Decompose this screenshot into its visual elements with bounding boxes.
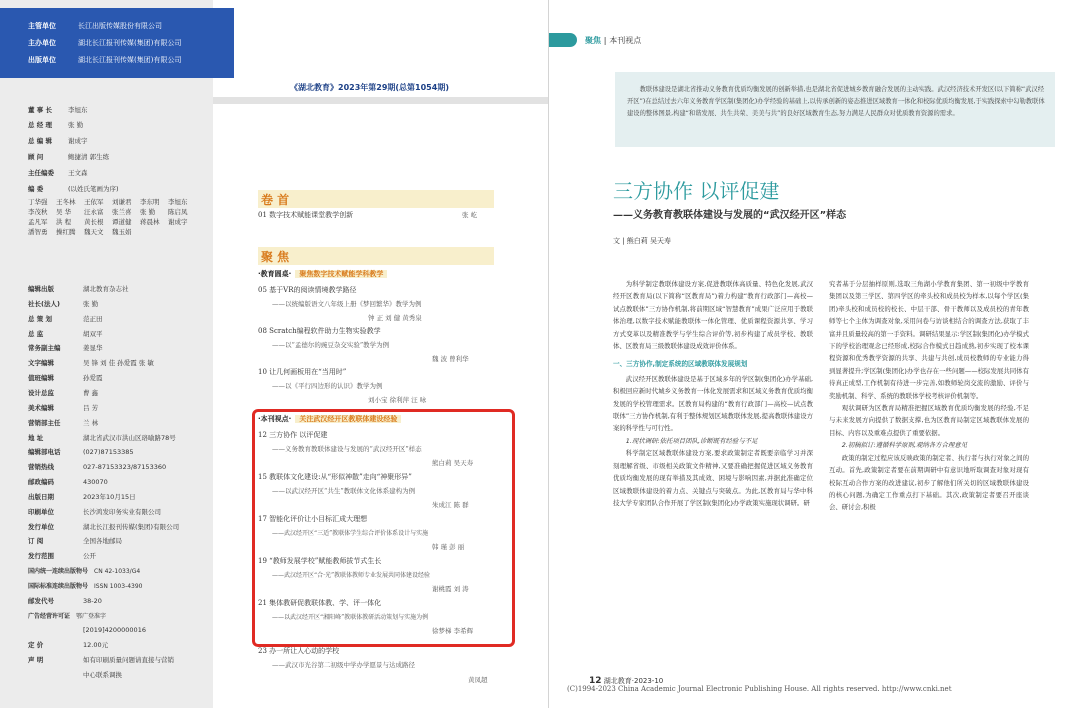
info-row: 总 策 划 范正田 — [28, 314, 103, 323]
toc-subtitle: ——以统编版语文八年级上册《梦回繁华》教学为例 — [272, 300, 422, 308]
toc-subtitle: ——以《平行四边形的认识》教学为例 — [272, 382, 383, 390]
subheading: 1.现状调研:依托项目团队,诊断既有经验与不足 — [625, 436, 758, 445]
toc-subtitle: ——以武汉经开区“湘阳峰”教联体教研活动策划与实施为例 — [272, 614, 429, 621]
paragraph: 究者基于分层抽样原则,选取三角湖小学教育集团、第一初级中学教育集团以及第三学区、第四学区的牵头校和成员校为样本,以每个学区(集团)牵头校和成员校的校长、中层干部、骨干教师以及成员校的青年教师等七个主体为调查对象,采用问卷与访谈相结合的调查方法,获取了丰富并且质量较高的第一手资料。调研结果显示:学区制(集团化)办学模式下的学校治理观念已经形成,校际合作模式日趋成熟,初步实现了校本课程资源和优秀教学资源的共享、共建与共创,成员校教师的专业能力得到显著提升;学区制(集团化)办学也存在一些问题——校际发展共同体有待真正成型,工作机制有待进一步完善,如教师轮岗交流的激励、评价与奖励机制、科学、系统的教联体学校考核评价机制等。 — [829, 280, 1029, 400]
info-row: 美术编辑 吕 芳 — [28, 403, 99, 412]
committee-member: 操红腾 — [56, 228, 76, 236]
info-row: 文字编辑 吴 锋 刘 佳 孙爱霞 张 敏 — [28, 359, 154, 368]
section-band: 卷 首 — [258, 190, 494, 208]
committee-member: 孟凡军 — [28, 218, 48, 226]
committee-member: 蒋晨林 — [140, 218, 160, 226]
section-tab — [549, 33, 577, 47]
toc-author: 张 屹 — [462, 211, 478, 219]
body-column-2 — [829, 278, 1029, 514]
committee-member: 刘谦君 — [112, 198, 132, 206]
committee-member: 陈启凤 — [168, 208, 188, 216]
toc-subtitle: ——武汉经开区“三适”教联体学生综合评价体系设计与实施 — [272, 530, 429, 537]
abstract-text: 教联体建设是湖北省推动义务教育优质均衡发展的创新举措,也是湖北省促进城乡教育融合发展的主动实践。武汉经济技术开发区(以下简称“武汉经开区”)在总结过去六年义务教育学区制(集团化)办学经验的基础上,以传承创新的姿态推进区域教育一体化和校际优质均衡发展,于实践探索中勾勒教联体建设的整体图景,构建“和谐发展、共生共荣、美美与共”的良好区域教育生态,努力满足人民群众对优质教育资源的需求。 — [627, 86, 1045, 117]
committee-list — [28, 197, 208, 237]
section-heading: 一、三方协作,制定系统的区域教联体发展规划 — [613, 360, 748, 369]
info-row: 值班编辑 孙爱霞 — [28, 374, 103, 383]
toc-subtitle: ——以武汉经开区“共生”教联体文化体系建构为例 — [272, 487, 416, 495]
committee-member: 张兰喜 — [112, 208, 132, 216]
toc-entry[interactable]: 15 教联体文化建设:从“形似神散”走向“神聚形异” — [258, 473, 412, 481]
toc-entry[interactable]: 19 “教师发展学校”赋能教师拔节式生长 — [258, 557, 382, 565]
paragraph: 科学制定区域教联体建设方案,要求政策制定者既要亲临学习并深刻理解省级、市级相关政策文件精神,又要准确把握促进区域义务教育优质均衡发展的现有举措及其成效、困境与影响因素,并据此准确定位区域教联体建设的着力点、关键点与突破点。为此,区教育局与华中科技大学专家团队合作开展了学区制(集团化)办学政策实施现状调研。研 — [613, 449, 813, 507]
subsection-heading: ·本刊视点· 关注武汉经开区教联体建设经验 — [258, 414, 401, 424]
toc-entry[interactable]: 10 让几何画板用在“当用时” — [258, 368, 347, 376]
info-row: [2019]4200000016 — [83, 625, 146, 634]
info-row: 出版日期 2023年10月15日 — [28, 492, 136, 501]
info-row: 国际标准连续出版物号 ISSN 1003-4390 — [28, 583, 143, 590]
credit-row: 总 经 理 张 勤 — [28, 121, 84, 129]
header-strip — [213, 97, 548, 104]
info-row: 总 监 胡双平 — [28, 329, 103, 338]
body-column-1 — [613, 278, 813, 509]
copyright-line: (C)1994-2023 China Academic Journal Electronic Publishing House. All rights reserved. http://www.cnki.net — [567, 685, 952, 693]
toc-subtitle: ——武汉经开区“合·光”教联体教师专业发展共同体建设经验 — [272, 572, 431, 579]
committee-member: 吴 华 — [56, 208, 72, 216]
committee-member: 洪 程 — [56, 218, 72, 226]
committee-member: 李旭东 — [168, 198, 188, 206]
info-row: 营销部主任 兰 林 — [28, 418, 99, 427]
toc-subtitle: ——义务教育教联体建设与发展的“武汉经开区”样态 — [272, 445, 422, 453]
info-row: 社长(法人) 张 勤 — [28, 299, 99, 308]
info-row: 设计总监 曹 鑫 — [28, 388, 99, 397]
toc-author: 谢桃霞 刘 涛 — [432, 585, 469, 593]
paragraph: 为科学制定教联体建设方案,促进教联体高质量、特色化发展,武汉经开区教育局(以下简称“区教育局”)着力构建“教育行政部门—高校—试点教联体”三方协作机制,将前期区域“智慧教育”成果广泛应用于教联体治理,以数字技术赋能教联体一体化管理、优质课程资源共享、学习方式变革以及精准教学与学生综合评价等,初步构建了成员学校、教联体、区教育局三级教联体建设成效评价体系。 — [613, 280, 813, 351]
info-row: 声 明 如有印刷质量问题请直接与营销 — [28, 656, 174, 665]
toc-author: 刘小宝 徐利萍 汪 咏 — [368, 396, 427, 404]
subheading: 2.初稿拟订:遵循科学原则,观纳各方合理意见 — [841, 441, 968, 450]
highlight-box — [252, 409, 515, 647]
credit-row: 顾 问 鲍捷清 郭生练 — [28, 153, 110, 161]
info-row: 地 址 湖北省武汉市洪山区珞喻路78号 — [28, 433, 176, 442]
info-row: 邮政编码 430070 — [28, 478, 108, 487]
committee-member: 王冬林 — [56, 198, 76, 206]
toc-author: 钟 正 刘 健 黄秀泉 — [368, 314, 422, 322]
toc-entry[interactable]: 01 数字技术赋能课堂教学创新 — [258, 211, 354, 219]
toc-entry[interactable]: 05 基于VR的阅读情境教学路径 — [258, 286, 357, 294]
right-page — [548, 0, 1080, 708]
article-subtitle: ——义务教育教联体建设与发展的“武汉经开区”样态 — [613, 210, 847, 221]
paragraph: 观状调研为区教育局精准把握区域教育优质均衡发展的经验,不足与未来发展方向提供了数据支撑,也为区教育局制定区域教联体发展的目标、内容以及重难点提供了重要依据。 — [829, 404, 1029, 437]
toc-entry[interactable]: 23 办一所让人心动的学校 — [258, 647, 340, 655]
toc-author: 韩 瑾 彭 丽 — [432, 543, 465, 551]
info-row: 印刷单位 长沙鸿发印务实业有限公司 — [28, 507, 161, 516]
info-row: 编辑部电话 (027)87153385 — [28, 448, 134, 457]
abstract-box — [615, 72, 1055, 147]
committee-member: 谭道健 — [112, 218, 132, 226]
toc-subtitle: ——武汉市光谷第二初级中学办学愿景与达成路径 — [272, 661, 415, 669]
toc-author: 朱成江 陈 群 — [432, 501, 469, 509]
credit-row: 董 事 长 李旭东 — [28, 106, 88, 114]
info-row: 邮发代号 38-20 — [28, 596, 102, 605]
column-name: 聚焦 | 本刊视点 — [585, 36, 642, 45]
toc-author: 黄凤超 — [468, 676, 488, 684]
toc-author: 徐梦梯 李希辉 — [432, 627, 474, 635]
toc-author: 魏 波 曾利华 — [432, 355, 469, 363]
toc-subtitle: ——以“孟德尔的豌豆杂交实验”教学为例 — [272, 341, 390, 349]
subsection-heading: ·教育圆桌· 聚焦数字技术赋能学科教学 — [258, 269, 387, 279]
toc-entry[interactable]: 21 集体教研促教联体教、学、评一体化 — [258, 599, 382, 607]
publisher-box — [0, 8, 234, 78]
publisher-row: 主办单位 湖北长江报刊传媒(集团)有限公司 — [28, 39, 182, 47]
credit-row: 主任编委 王文森 — [28, 169, 88, 177]
toc-author: 熊白莉 吴天寿 — [432, 459, 474, 467]
committee-member: 丁华强 — [28, 198, 48, 206]
section-band: 聚 焦 — [258, 247, 494, 265]
committee-member: 黄长根 — [84, 218, 104, 226]
committee-member: 潘智勇 — [28, 228, 48, 236]
paragraph: 政策的制定过程应该反映政策的制定者、执行者与执行对象之间的互动。首先,政策制定者要在前期调研中有意识地听取调查对象对现有校际互动合作方案的改进建议,初步了解他们所关切的区域教联体建设的核心问题,为确定工作重点打下基础。其次,政策制定者要召开座谈会、研讨会,积极 — [829, 453, 1029, 512]
info-row: 广告经营许可证 鄂广登准字 — [28, 612, 107, 620]
committee-member: 李茂秋 — [28, 208, 48, 216]
publisher-row: 出版单位 湖北长江报刊传媒(集团)有限公司 — [28, 56, 182, 64]
paragraph: 武汉经开区教联体建设是基于区域多年的学区制(集团化)办学基础,积极回应新时代城乡义务教育一体化发展需求和区域义务教育优质均衡发展的学校管理需求。区教育局构建的“教育行政部门—高校—试点教联体”三方协作机制,有利于整体规划区域教联体发展,提高教联体建设方案的科学性与可行性。 — [613, 374, 813, 433]
committee-member: 魏玉娟 — [112, 228, 132, 236]
committee-member: 汪永富 — [84, 208, 104, 216]
info-row: 订 阅 全国各地邮局 — [28, 537, 122, 546]
article-title: 三方协作 以评促建 — [613, 179, 780, 203]
info-row: 常务副主编 姜显华 — [28, 344, 103, 353]
info-row: 定 价 12.00元 — [28, 641, 109, 650]
committee-member: 魏天文 — [84, 228, 104, 236]
committee-member: 张 勤 — [140, 208, 156, 216]
info-row: 发行单位 湖北长江报刊传媒(集团)有限公司 — [28, 522, 180, 531]
info-row: 编辑出版 湖北教育杂志社 — [28, 285, 129, 293]
page-folio: 12 湖北教育·2023-10 — [589, 676, 664, 686]
info-row: 中心联系调换 — [83, 671, 122, 680]
toc-entry[interactable]: 17 智能化评价让小目标汇成大理想 — [258, 515, 368, 523]
publisher-row: 主管单位 长江出版传媒股份有限公司 — [28, 22, 162, 30]
info-row: 国内统一连续出版物号 CN 42-1033/G4 — [28, 568, 141, 576]
info-row: 发行范围 公开 — [28, 552, 96, 561]
credit-row: 总 编 辑 谢成宇 — [28, 137, 88, 145]
toc-entry[interactable]: 12 三方协作 以评促建 — [258, 431, 328, 439]
info-row: 营销热线 027-87153323/87153360 — [28, 463, 167, 472]
byline: 文 | 熊白莉 吴天寿 — [613, 237, 672, 245]
toc-entry[interactable]: 08 Scratch编程软件助力生物实验教学 — [258, 327, 381, 335]
credit-row: 编 委 (以姓氏笔画为序) — [28, 185, 119, 193]
committee-member: 谢成宇 — [168, 218, 188, 226]
issue-line: 《湖北教育》2023年第29期(总第1054期) — [290, 83, 449, 92]
committee-member: 李东明 — [140, 198, 160, 206]
committee-member: 王依军 — [84, 198, 104, 206]
